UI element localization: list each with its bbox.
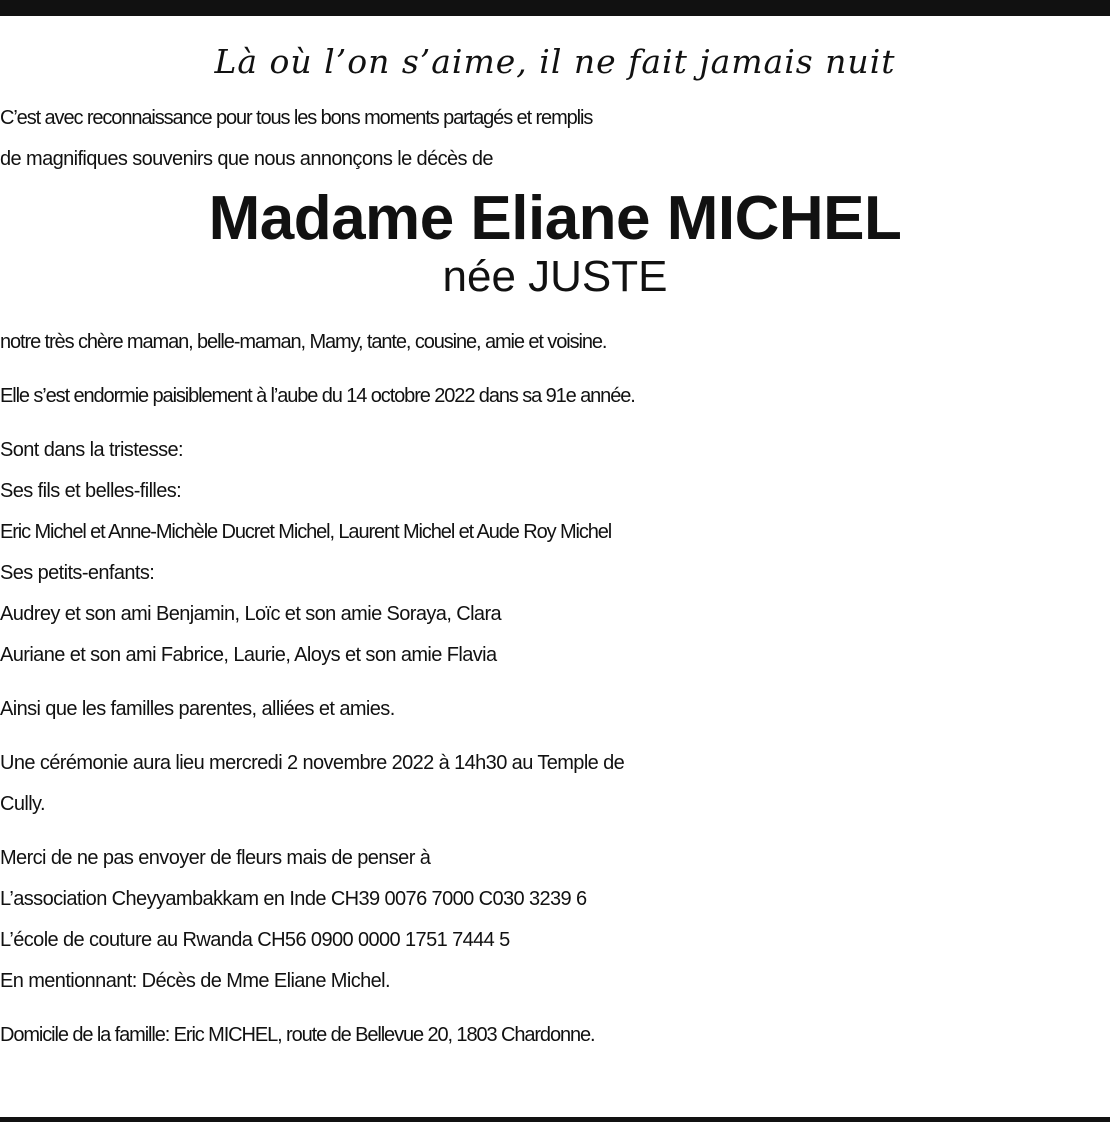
children-names: Eric Michel et Anne-Michèle Ducret Michel, Laurent Michel et Aude Roy Michel [0, 521, 612, 543]
bottom-border-rule [0, 1117, 1110, 1122]
relation-line: notre très chère maman, belle-maman, Mamy, tante, cousine, amie et voisine. [0, 331, 607, 353]
grandchildren-names: Auriane et son ami Fabrice, Laurie, Aloys et son amie Flavia [0, 644, 497, 666]
passing-line: Elle s’est endormie paisiblement à l’aube du 14 octobre 2022 dans sa 91e année. [0, 385, 635, 407]
ceremony-line: Une cérémonie aura lieu mercredi 2 novembre 2022 à 14h30 au Temple de [0, 752, 625, 774]
ceremony-paragraph [0, 743, 1110, 825]
intro-paragraph [0, 98, 1110, 180]
maiden-name: née JUSTE [442, 252, 668, 301]
grandchildren-label: Ses petits-enfants: [0, 562, 155, 584]
donations-line: L’école de couture au Rwanda CH56 0900 0000 1751 7444 5 [0, 929, 510, 951]
ceremony-line: Cully. [0, 793, 45, 815]
family-heading: Sont dans la tristesse: [0, 439, 183, 461]
intro-line: C’est avec reconnaissance pour tous les bons moments partagés et remplis [0, 107, 593, 129]
top-border-rule [0, 0, 1110, 16]
children-label: Ses fils et belles-filles: [0, 480, 182, 502]
obituary-notice [0, 34, 1110, 1056]
grandchildren-names: Audrey et son ami Benjamin, Loïc et son amie Soraya, Clara [0, 603, 502, 625]
family-address: Domicile de la famille: Eric MICHEL, route de Bellevue 20, 1803 Chardonne. [0, 1024, 595, 1046]
family-section [0, 430, 1110, 676]
donations-line: Merci de ne pas envoyer de fleurs mais de penser à [0, 847, 431, 869]
intro-line: de magnifiques souvenirs que nous annonçons le décès de [0, 148, 493, 170]
donations-paragraph [0, 838, 1110, 1002]
extended-family-line: Ainsi que les familles parentes, alliées et amies. [0, 698, 395, 720]
donations-line: L’association Cheyyambakkam en Inde CH39 0076 7000 C030 3239 6 [0, 888, 587, 910]
epigraph: Là où l’on s’aime, il ne fait jamais nuit [214, 42, 896, 81]
donations-line: En mentionnant: Décès de Mme Eliane Michel. [0, 970, 390, 992]
deceased-name: Madame Eliane MICHEL [208, 184, 902, 253]
